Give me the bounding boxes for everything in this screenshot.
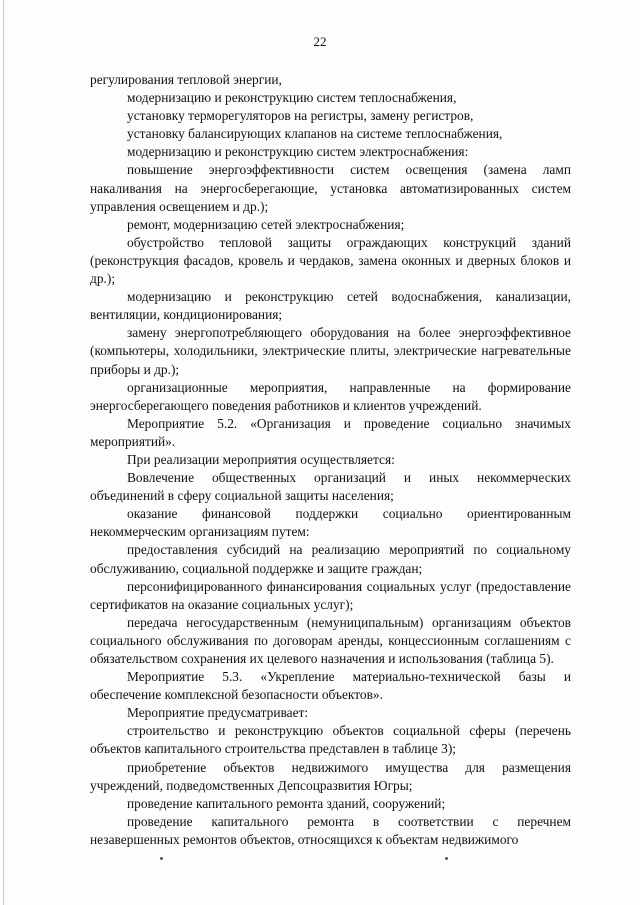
paragraph: замену энергопотребляющего оборудования на более энергоэффективное (компьютеры, холодильники, электрические плиты, электрические нагревательные приборы и др.); [90,325,571,377]
section-heading: Мероприятие 5.2. «Организация и проведение социально значимых мероприятий». [90,415,571,449]
paragraph: При реализации мероприятия осуществляется: [127,451,395,467]
paragraph: установку балансирующих клапанов на системе теплоснабжения, [127,126,503,142]
scan-dot [445,857,448,860]
paragraph: Вовлечение общественных организаций и иных некоммерческих объединений в сферу социальной защиты населения; [90,470,571,504]
paragraph: оказание финансовой поддержки социально ориентированным некоммерческим организациям путем: [90,506,571,540]
paragraph: повышение энергоэффективности систем освещения (замена ламп накаливания на энергосберегающие, установка автоматизированных систем управления освещением и др.); [90,162,571,214]
paragraph: проведение капитального ремонта в соответствии с перечнем незавершенных ремонтов объектов, относящихся к объектам недвижимого [90,813,571,847]
paragraph: Мероприятие предусматривает: [127,705,309,721]
paragraph: ремонт, модернизацию сетей электроснабжения; [127,216,405,232]
body-text [90,71,571,849]
paragraph: регулирования тепловой энергии, [90,72,282,87]
paragraph: приобретение объектов недвижимого имущества для размещения учреждений, подведомственных Депсоцразвития Югры; [90,759,571,793]
paragraph: модернизацию и реконструкцию сетей водоснабжения, канализации, вентиляции, кондиционирования; [90,289,571,323]
paragraph: строительство и реконструкцию объектов социальной сферы (перечень объектов капитального строительства представлен в таблице 3); [90,723,571,757]
paragraph: проведение капитального ремонта зданий, сооружений; [127,795,446,811]
page-number: 22 [313,34,327,49]
paragraph: организационные мероприятия, направленные на формирование энергосберегающего поведения работников и клиентов учреждений. [90,379,571,413]
paragraph: модернизацию и реконструкцию систем теплоснабжения, [127,90,457,106]
section-heading: Мероприятие 5.3. «Укрепление материально-технической базы и обеспечение комплексной безопасности объектов». [90,669,571,703]
paragraph: персонифицированного финансирования социальных услуг (предоставление сертификатов на оказание социальных услуг); [90,578,571,612]
paragraph: передача негосударственным (немуниципальным) организациям объектов социального обслуживания по договорам аренды, концессионным соглашениям с обязательством сохранения их целевого назначения и использования (таблица 5). [90,614,571,666]
paragraph: обустройство тепловой защиты ограждающих конструкций зданий (реконструкция фасадов, кровель и чердаков, замена оконных и дверных блоков и др.); [90,234,571,287]
paragraph: установку терморегуляторов на регистры, замену регистров, [127,108,474,124]
scan-edge [3,0,4,905]
paragraph: модернизацию и реконструкцию систем электроснабжения: [127,144,469,160]
paragraph: предоставления субсидий на реализацию мероприятий по социальному обслуживанию, социальной поддержке и защите граждан; [90,542,571,576]
scan-dot [160,857,163,860]
